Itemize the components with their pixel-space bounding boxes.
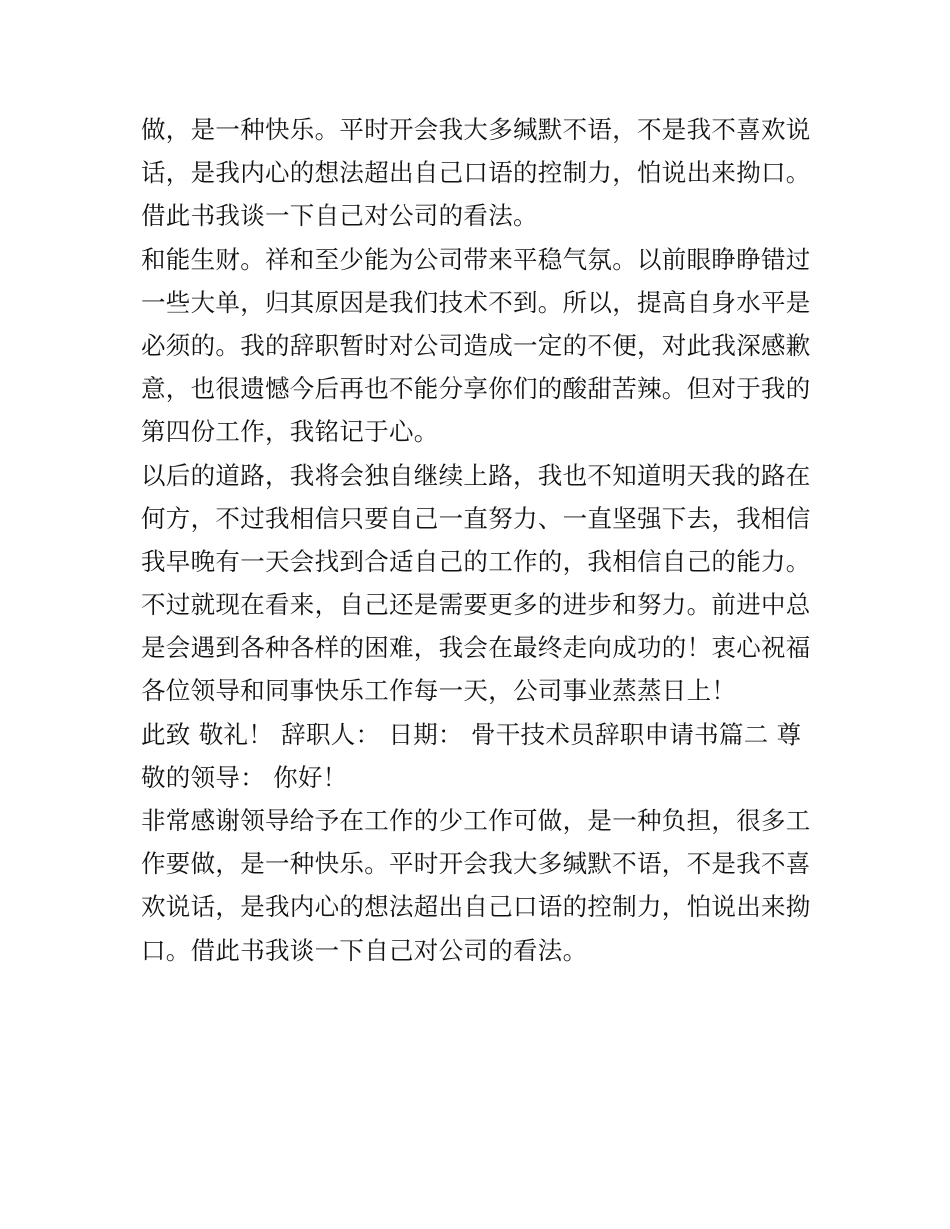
paragraph-3 bbox=[141, 454, 817, 584]
text-line: 何方，不过我相信只要自己一直努力、一直坚强下去，我相信 bbox=[141, 503, 811, 533]
paragraph-2 bbox=[141, 238, 817, 454]
text-line: 口。借此书我谈一下自己对公司的看法。 bbox=[141, 935, 588, 965]
text-line: 是会遇到各种各样的困难，我会在最终走向成功的！衷心祝福 bbox=[141, 633, 811, 663]
text-line: 一些大单，归其原因是我们技术不到。所以，提高自身水平是 bbox=[141, 287, 811, 317]
text-line: 话，是我内心的想法超出自己口语的控制力，怕说出来拗口。 bbox=[141, 158, 811, 188]
text-line: 第四份工作，我铭记于心。 bbox=[141, 417, 439, 447]
paragraph-4 bbox=[141, 583, 817, 713]
paragraph-5 bbox=[141, 713, 817, 799]
paragraph-1 bbox=[141, 108, 817, 238]
text-line: 各位领导和同事快乐工作每一天，公司事业蒸蒸日上！ bbox=[141, 676, 737, 706]
text-line: 非常感谢领导给予在工作的少工作可做，是一种负担，很多工 bbox=[141, 806, 811, 835]
text-line: 欢说话，是我内心的想法超出自己口语的控制力，怕说出来拗 bbox=[141, 892, 811, 922]
text-line: 意，也很遗憾今后再也不能分享你们的酸甜苦辣。但对于我的 bbox=[141, 374, 811, 404]
text-line: 必须的。我的辞职暂时对公司造成一定的不便，对此我深感歉 bbox=[141, 330, 811, 360]
text-line: 以后的道路，我将会独自继续上路，我也不知道明天我的路在 bbox=[141, 460, 811, 490]
text-line: 不过就现在看来，自己还是需要更多的进步和努力。前进中总 bbox=[141, 590, 811, 620]
text-line: 此致 敬礼！ 辞职人： 日期： 骨干技术员辞职申请书篇二 尊 bbox=[141, 719, 802, 749]
text-line: 做，是一种快乐。平时开会我大多缄默不语，不是我不喜欢说 bbox=[141, 115, 811, 144]
text-line: 作要做，是一种快乐。平时开会我大多缄默不语，不是我不喜 bbox=[141, 849, 811, 879]
text-line: 和能生财。祥和至少能为公司带来平稳气氛。以前眼睁睁错过 bbox=[141, 244, 811, 274]
text-line: 敬的领导： 你好！ bbox=[141, 762, 348, 792]
paragraph-6 bbox=[141, 799, 817, 972]
text-line: 借此书我谈一下自己对公司的看法。 bbox=[141, 201, 538, 231]
text-line: 我早晚有一天会找到合适自己的工作的，我相信自己的能力。 bbox=[141, 546, 811, 576]
document-body bbox=[141, 108, 817, 972]
